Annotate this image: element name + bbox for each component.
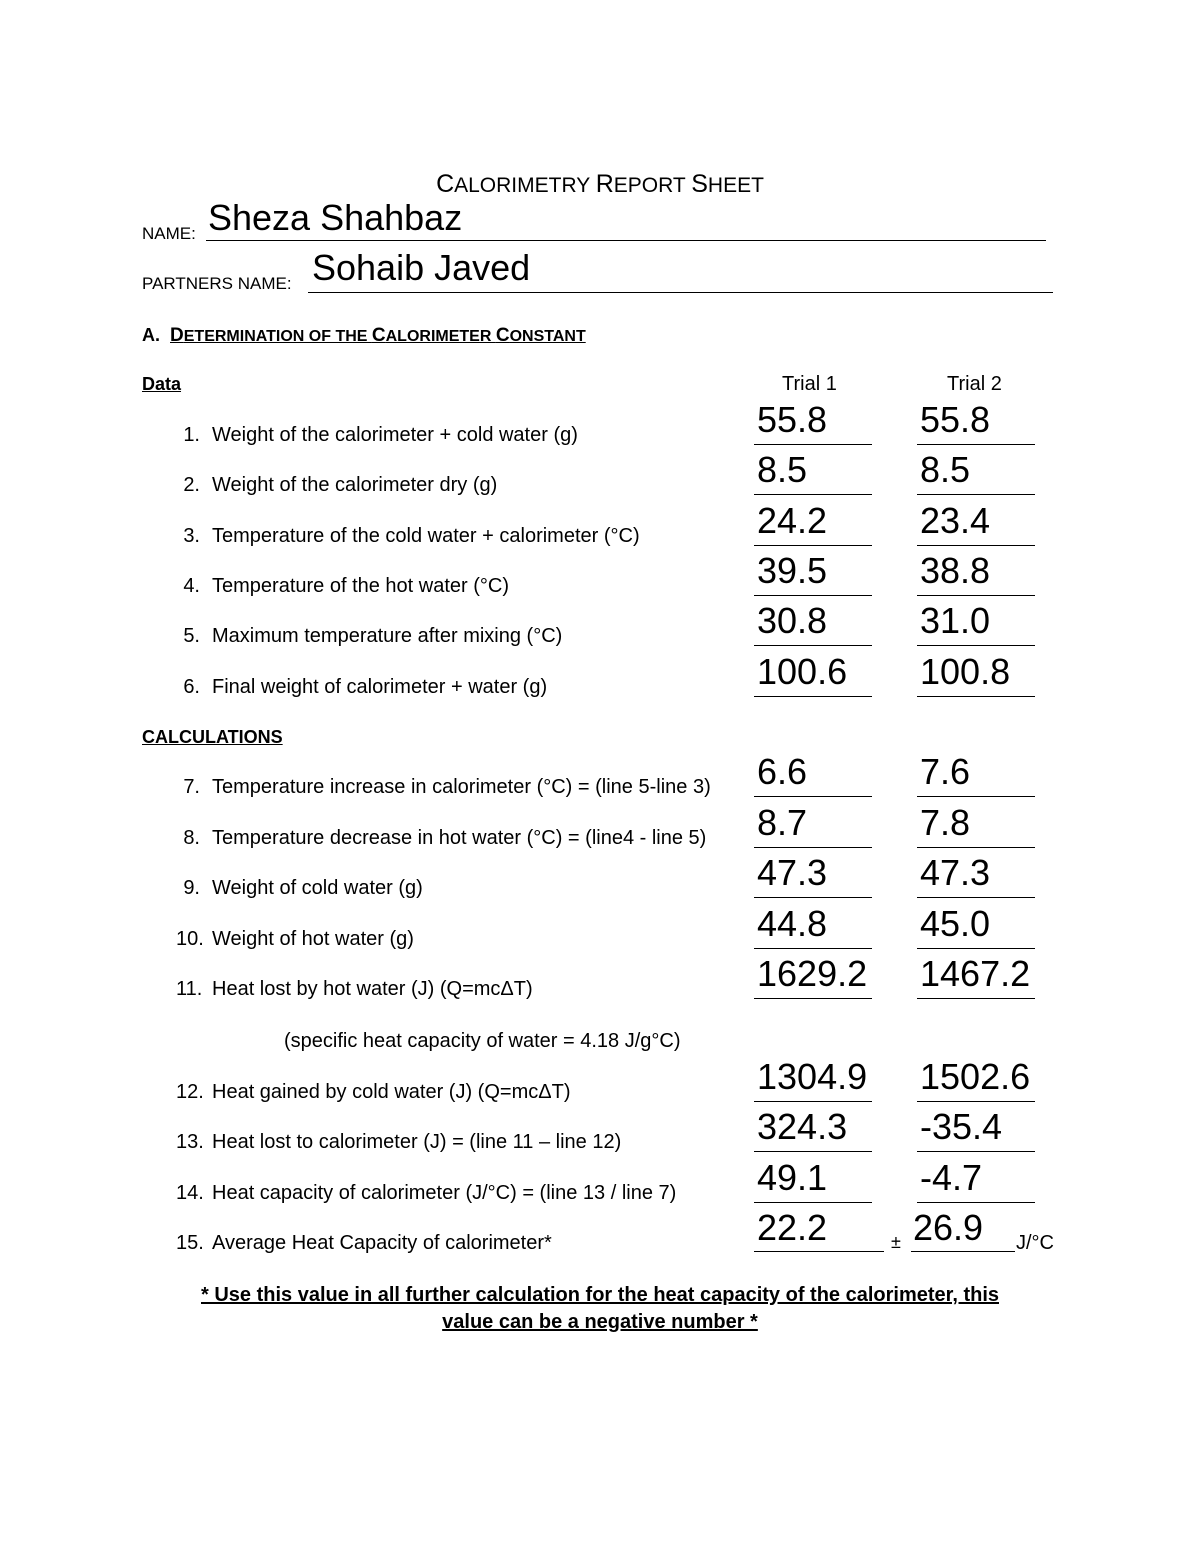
trial-1-value: 8.7 <box>757 802 808 843</box>
row-number: 12. <box>176 1081 204 1103</box>
row-number: 10. <box>176 928 204 950</box>
answer-blank <box>917 595 1035 596</box>
row-label: Average Heat Capacity of calorimeter* <box>212 1232 552 1254</box>
data-heading: Data <box>142 374 182 394</box>
row-label: Weight of the calorimeter + cold water (g) <box>212 424 578 446</box>
answer-blank <box>917 645 1035 646</box>
trial-2-value: 47.3 <box>920 852 991 893</box>
title-initial: R <box>595 170 614 198</box>
answer-blank <box>754 796 872 797</box>
trial-1-value: 8.5 <box>757 449 808 490</box>
plus-minus-sign: ± <box>891 1232 901 1252</box>
section-a-prefix: A. <box>142 325 160 345</box>
answer-blank <box>754 545 872 546</box>
row-label: Heat lost to calorimeter (J) = (line 11 – line 12) <box>212 1131 622 1153</box>
answer-blank <box>917 444 1035 445</box>
title-initial: C <box>436 170 455 198</box>
trial-1-value: 30.8 <box>757 600 828 641</box>
row-number: 4. <box>183 575 200 597</box>
title-text: EPORT <box>613 174 692 197</box>
answer-blank <box>754 1251 884 1252</box>
trial-2-value: -4.7 <box>920 1157 983 1198</box>
title-text: HEET <box>707 174 764 197</box>
trial-1-value: 49.1 <box>757 1157 828 1198</box>
answer-blank <box>754 1101 872 1102</box>
trial-1-value: 24.2 <box>757 500 828 541</box>
row-label: Final weight of calorimeter + water (g) <box>212 676 548 698</box>
trial-1-value: 324.3 <box>757 1106 848 1147</box>
partner-name-underline <box>308 292 1053 293</box>
trial-2-value: -35.4 <box>920 1106 1003 1147</box>
section-a-title: DETERMINATION OF THE CALORIMETER CONSTANT <box>170 325 586 346</box>
answer-blank <box>754 444 872 445</box>
trial-2-value: 31.0 <box>920 600 991 641</box>
row-label: Weight of cold water (g) <box>212 877 423 899</box>
answer-blank <box>754 1151 872 1152</box>
row-number: 3. <box>183 525 200 547</box>
trial-2-value: 38.8 <box>920 550 991 591</box>
uncertainty-value: 26.9 <box>913 1207 984 1248</box>
answer-blank <box>917 1151 1035 1152</box>
title-text: ALORIMETRY <box>454 174 596 197</box>
row-label: Temperature of the hot water (°C) <box>212 575 510 597</box>
unit-label: J/°C <box>1016 1232 1054 1254</box>
trial-1-value: 47.3 <box>757 852 828 893</box>
average-heat-capacity-value: 22.2 <box>757 1207 828 1248</box>
answer-blank <box>917 948 1035 949</box>
page-title <box>0 170 1200 199</box>
row-label: Maximum temperature after mixing (°C) <box>212 625 563 647</box>
row-number: 11. <box>176 978 203 1000</box>
answer-blank <box>917 847 1035 848</box>
trial-2-value: 8.5 <box>920 449 971 490</box>
row-number: 1. <box>183 424 200 446</box>
trial-2-value: 45.0 <box>920 903 991 944</box>
name-value: Sheza Shahbaz <box>208 197 463 238</box>
answer-blank <box>911 1251 1015 1252</box>
answer-blank <box>754 1202 872 1203</box>
row-number: 15. <box>176 1232 204 1254</box>
row-label: Heat lost by hot water (J) (Q=mcΔT) <box>212 978 533 1000</box>
row-label: Temperature increase in calorimeter (°C) = (line 5-line 3) <box>212 776 711 798</box>
trial-2-value: 7.8 <box>920 802 971 843</box>
footnote-line-2: value can be a negative number * <box>442 1311 758 1333</box>
trial-1-value: 6.6 <box>757 751 808 792</box>
answer-blank <box>917 998 1035 999</box>
row-number: 8. <box>183 827 200 849</box>
name-underline <box>206 240 1046 241</box>
row-number: 5. <box>183 625 200 647</box>
answer-blank <box>754 494 872 495</box>
answer-blank <box>754 998 872 999</box>
row-number: 2. <box>183 474 200 496</box>
specific-heat-note: (specific heat capacity of water = 4.18 J/g°C) <box>284 1030 681 1052</box>
row-number: 7. <box>183 776 200 798</box>
trial-1-value: 44.8 <box>757 903 828 944</box>
answer-blank <box>917 545 1035 546</box>
trial-2-header: Trial 2 <box>947 373 1002 395</box>
trial-1-value: 1304.9 <box>757 1056 868 1097</box>
answer-blank <box>917 796 1035 797</box>
trial-1-header: Trial 1 <box>782 373 837 395</box>
answer-blank <box>754 948 872 949</box>
trial-1-value: 1629.2 <box>757 953 868 994</box>
answer-blank <box>754 595 872 596</box>
trial-2-value: 55.8 <box>920 399 991 440</box>
trial-2-value: 23.4 <box>920 500 991 541</box>
row-number: 6. <box>183 676 200 698</box>
trial-1-value: 55.8 <box>757 399 828 440</box>
trial-2-value: 1467.2 <box>920 953 1031 994</box>
trial-1-value: 100.6 <box>757 651 848 692</box>
trial-1-value: 39.5 <box>757 550 828 591</box>
row-label: Weight of hot water (g) <box>212 928 414 950</box>
answer-blank <box>917 494 1035 495</box>
name-label: NAME: <box>142 224 196 243</box>
answer-blank <box>917 1101 1035 1102</box>
answer-blank <box>917 696 1035 697</box>
calculations-heading: CALCULATIONS <box>142 727 283 747</box>
row-label: Heat gained by cold water (J) (Q=mcΔT) <box>212 1081 571 1103</box>
row-label: Temperature of the cold water + calorimeter (°C) <box>212 525 640 547</box>
title-initial: S <box>691 170 708 198</box>
partner-name-value: Sohaib Javed <box>312 247 531 288</box>
answer-blank <box>754 696 872 697</box>
answer-blank <box>917 1202 1035 1203</box>
trial-2-value: 1502.6 <box>920 1056 1031 1097</box>
trial-2-value: 100.8 <box>920 651 1011 692</box>
row-number: 13. <box>176 1131 204 1153</box>
section-a-heading <box>142 325 586 347</box>
answer-blank <box>754 897 872 898</box>
answer-blank <box>917 897 1035 898</box>
row-number: 9. <box>183 877 200 899</box>
row-label: Weight of the calorimeter dry (g) <box>212 474 498 496</box>
trial-2-value: 7.6 <box>920 751 971 792</box>
footnote-line-1: * Use this value in all further calculation for the heat capacity of the calorimeter, this <box>201 1284 999 1306</box>
footnote <box>0 1282 1200 1336</box>
row-number: 14. <box>176 1182 204 1204</box>
partner-name-label: PARTNERS NAME: <box>142 274 292 293</box>
answer-blank <box>754 847 872 848</box>
row-label: Heat capacity of calorimeter (J/°C) = (line 13 / line 7) <box>212 1182 677 1204</box>
answer-blank <box>754 645 872 646</box>
row-label: Temperature decrease in hot water (°C) = (line4 - line 5) <box>212 827 707 849</box>
